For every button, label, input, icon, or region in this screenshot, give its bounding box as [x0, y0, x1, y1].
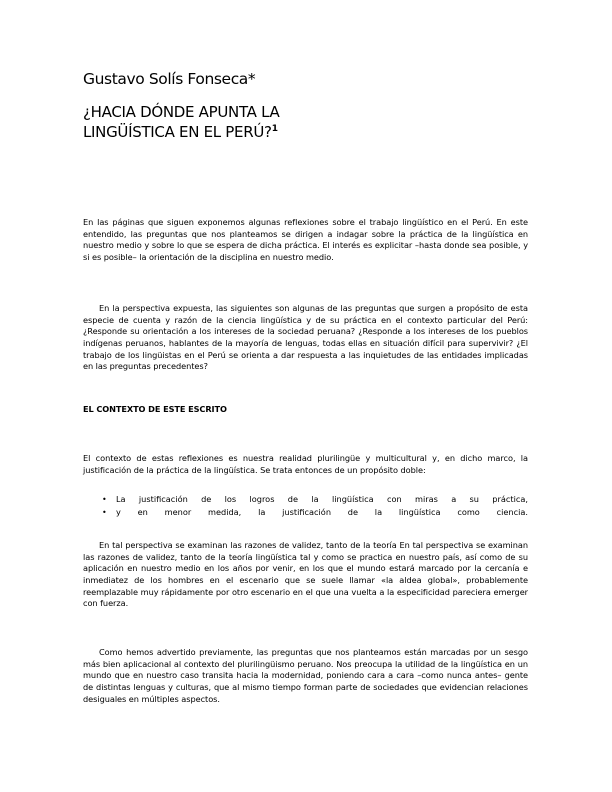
intro-paragraph-1: En las páginas que siguen exponemos algunas reflexiones sobre el trabajo lingüístico en el Perú. En este entendido, las preguntas que nos planteamos se dirigen a indagar sobre la práctica de la lingüística en nuestro medio y sobre lo que se espera de dicha práctica. El interés es explicitar –hasta donde sea posible, y si es posible– la orientación de la disciplina en nuestro medio. [83, 217, 528, 262]
section-paragraph-3: Como hemos advertido previamente, las preguntas que nos planteamos están marcadas por un sesgo más bien aplicacional al contexto del plurilingüismo peruano. Nos preocupa la utilidad de la lingüística en un mundo que en nuestro caso transita hacia la modernidad, poniendo cara a cara –como nunca antes– gente de distintas lenguas y culturas, que al mismo tiempo forman parte de sociedades que evidencian relaciones desiguales en múltiples aspectos. [83, 647, 528, 704]
document-title [83, 104, 279, 141]
title-line-2 [83, 121, 279, 141]
title-line-1: ¿HACIA DÓNDE APUNTA LA [83, 103, 280, 121]
section-heading: EL CONTEXTO DE ESTE ESCRITO [83, 404, 227, 414]
bullet-item: • La justificación de los logros de la lingüística con miras a su práctica, [100, 493, 528, 506]
bullet-list [100, 493, 528, 519]
footnote-marker[interactable]: 1 [271, 124, 278, 134]
intro-paragraph-2: En la perspectiva expuesta, las siguientes son algunas de las preguntas que surgen a propósito de esta especie de cuenta y razón de la ciencia lingüística y de su práctica en el contexto particular del Perú: ¿Responde su orientación a los intereses de la sociedad peruana? ¿Responde a los intereses de los pueblos indígenas peruanos, hablantes de la mayoría de lenguas, todas ellas en situación difícil para supervivir? ¿El trabajo de los lingüistas en el Perú se orienta a dar respuesta a las inquietudes de las entidades implicadas en las preguntas precedentes? [83, 303, 528, 372]
title-line-2-text: LINGÜÍSTICA EN EL PERÚ? [83, 123, 272, 141]
bullet-item: • y en menor medida, la justificación de la lingüística como ciencia. [100, 506, 528, 519]
section-paragraph-2: En tal perspectiva se examinan las razones de validez, tanto de la teoría En tal perspectiva se examinan las razones de validez, tanto de la teoría lingüística tal y como se practica en nuestro país, así como de su aplicación en nuestro medio en los años por venir, en los que el mundo estará marcado por la cercanía e inmediatez de los hombres en el escenario que se suele llamar «la aldea global», probablemente reemplazable muy rápidamente por otro escenario en el que una vuelta a la especificidad pareciera emerger con fuerza. [83, 540, 528, 609]
section-paragraph-1: El contexto de estas reflexiones es nuestra realidad plurilingüe y multicultural y, en dicho marco, la justificación de la práctica de la lingüística. Se trata entonces de un propósito doble: [83, 453, 528, 475]
author-name: Gustavo Solís Fonseca* [83, 70, 256, 88]
